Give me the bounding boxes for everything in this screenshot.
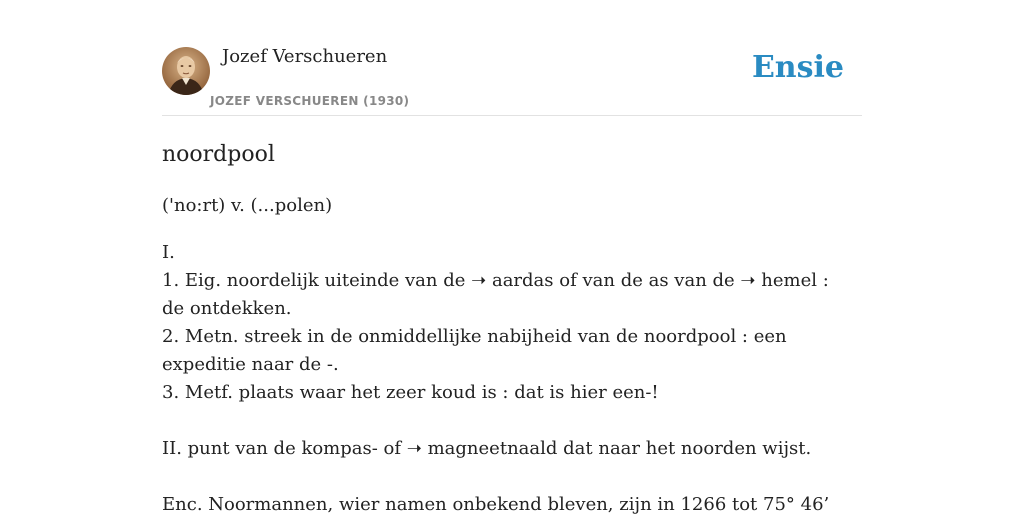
link-magneetnaald[interactable]: magneetnaald	[427, 438, 558, 459]
avatar-portrait-image	[162, 47, 210, 95]
definition-line-3: 3. Metf. plaats waar het zeer koud is : dat is hier een-!	[162, 382, 659, 403]
pronunciation: ('no:rt) v. (...polen)	[162, 195, 333, 216]
page	[162, 0, 862, 515]
definition-line-1: 1. Eig. noordelijk uiteinde van de ➝ aardas of van de as van de ➝ hemel : de ontdekken.	[162, 270, 829, 319]
link-aardas[interactable]: aardas	[491, 270, 554, 291]
arrow-icon: ➝	[406, 438, 422, 459]
arrow-icon: ➝	[740, 270, 756, 291]
ensie-logo[interactable]: Ensie	[751, 50, 844, 85]
author-header	[162, 0, 862, 116]
entry-body	[162, 192, 842, 519]
definition-line-2: 2. Metn. streek in de onmiddellijke nabijheid van de noordpool : een expeditie naar de -.	[162, 326, 787, 375]
source-label: JOZEF VERSCHUEREN (1930)	[210, 94, 410, 108]
link-hemel[interactable]: hemel	[761, 270, 817, 291]
sense-marker-1: I.	[162, 242, 175, 263]
arrow-icon: ➝	[471, 270, 487, 291]
author-name-link[interactable]: Jozef Verschueren	[222, 46, 388, 67]
encyclopedic-note: Enc. Noormannen, wier namen onbekend bleven, zijn in 1266 tot 75° 46’	[162, 494, 830, 515]
entry-title: noordpool	[162, 142, 275, 167]
author-avatar[interactable]	[162, 47, 210, 95]
definition-sense-2: II. punt van de kompas- of ➝ magneetnaald dat naar het noorden wijst.	[162, 438, 812, 459]
